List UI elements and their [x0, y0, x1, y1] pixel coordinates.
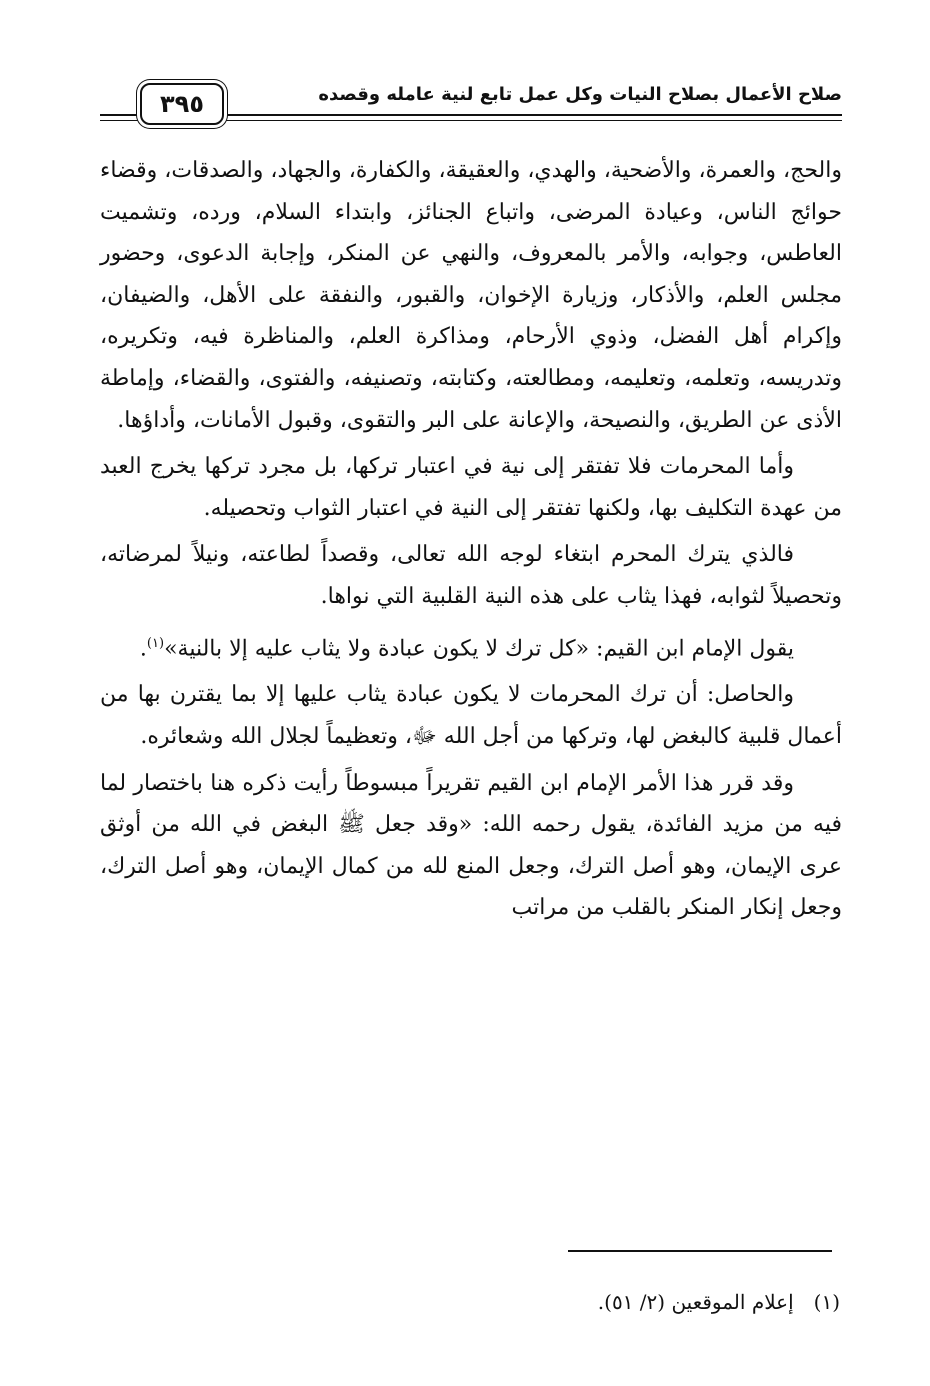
paragraph-2: وأما المحرمات فلا تفتقر إلى نية في اعتبار تركها، بل مجرد تركها يخرج العبد من عهدة التكليف بها، ولكنها تفتقر إلى النية في اعتبار الثواب وتحصيله.: [100, 454, 842, 521]
quote-end: .: [139, 635, 147, 661]
paragraph-1: والحج، والعمرة، والأضحية، والهدي، والعقيقة، والكفارة، والجهاد، والصدقات، وقضاء حوائج الناس، وعيادة المرضى، واتباع الجنائز، وابتداء السلام، ورده، وتشميت العاطس، وجوابه، والأمر بالمعروف، والنهي عن المنكر، وإجابة الدعوى، وحضور مجلس العلم، والأذكار، وزيارة الإخوان، والقبور، والنفقة على الأهل، والضيفان، وإكرام أهل الفضل، وذوي الأرحام، ومذاكرة العلم، والمناظرة فيه، وتكريره، وتدريسه، وتعلمه، وتعليمه، ومطالعته، وكتابته، وتصنيفه، والفتوى، والقضاء، وإماطة الأذى عن الطريق، والنصيحة، والإعانة على البر والتقوى، وقبول الأمانات، وأداؤها.: [100, 158, 843, 433]
paragraph-3: فالذي يترك المحرم ابتغاء لوجه الله تعالى، وقصداً لطاعته، ونيلاً لمرضاته، وتحصيلاً لثوابه، فهذا يثاب على هذه النية القلبية التي نواها.: [100, 542, 842, 609]
paragraph-4: [100, 623, 842, 670]
paragraph-5: والحاصل: أن ترك المحرمات لا يكون عبادة يثاب عليها إلا بما يقترن بها من أعمال قلبية كالبغض لها، وتركها من أجل الله ﷻ، وتعظيماً لجلال الله وشعائره.: [100, 682, 842, 750]
quote-text: يقول الإمام ابن القيم: «كل ترك لا يكون عبادة ولا يثاب عليه إلا بالنية»: [164, 635, 794, 661]
footnote-text: إعلام الموقعين (٢/ ٥١).: [597, 1290, 794, 1314]
footnote-divider: [568, 1250, 832, 1252]
body-text: [100, 150, 842, 929]
paragraph-6: وقد قرر هذا الأمر الإمام ابن القيم تقريراً مبسوطاً رأيت ذكره هنا باختصار لما فيه من مزيد الفائدة، يقول رحمه الله: «وقد جعل ﷺ البغض في الله من أوثق عرى الإيمان، وهو أصل الترك، وجعل المنع لله من كمال الإيمان، وهو أصل الترك، وجعل إنكار المنكر بالقلب من مراتب: [100, 770, 842, 921]
page-number: ٣٩٥: [140, 83, 224, 125]
running-header: صلاح الأعمال بصلاح النيات وكل عمل تابع لنية عامله وقصده: [318, 84, 842, 105]
footnote-number: (١): [813, 1290, 840, 1314]
footnote: [300, 1285, 840, 1319]
footnote-ref[interactable]: (١): [146, 635, 165, 651]
